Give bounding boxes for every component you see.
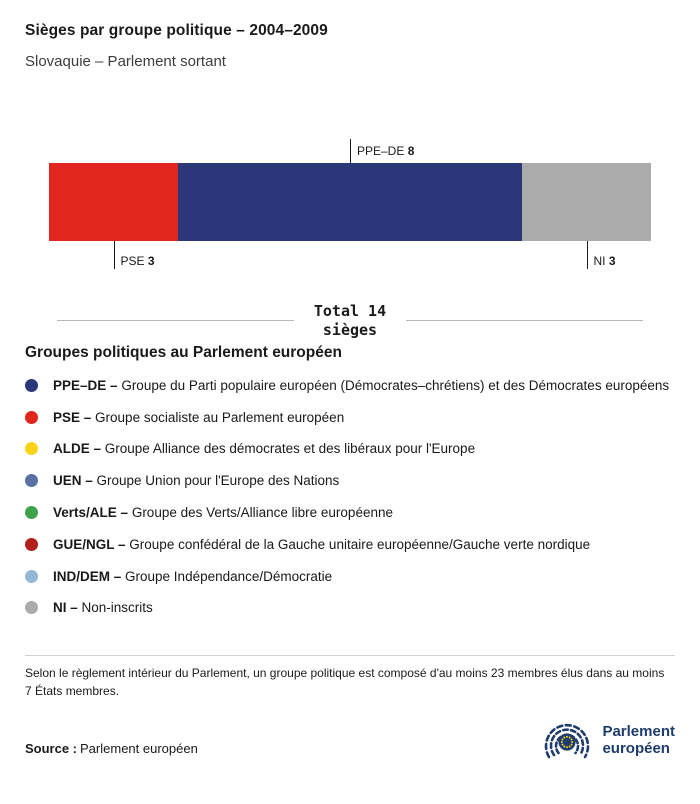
source bbox=[25, 741, 198, 762]
stacked-bar bbox=[49, 163, 651, 241]
legend-heading: Groupes politiques au Parlement européen bbox=[25, 343, 342, 361]
legend-item-label: PPE–DE – bbox=[53, 377, 118, 393]
legend-item-desc: Groupe Indépendance/Démocratie bbox=[125, 568, 333, 584]
label-tick bbox=[587, 241, 588, 269]
legend-color-dot bbox=[25, 506, 38, 519]
bar-segment-ppe-de[interactable] bbox=[178, 163, 522, 241]
legend-item-desc: Groupe Union pour l'Europe des Nations bbox=[96, 473, 340, 489]
legend-item-desc: Groupe confédéral de la Gauche unitaire européenne/Gauche verte nordique bbox=[129, 536, 591, 552]
legend-item-text bbox=[53, 599, 153, 617]
legend-color-dot bbox=[25, 570, 38, 583]
legend-item-label: NI – bbox=[53, 600, 78, 616]
bar-label-text: PPE–DE 8 bbox=[357, 144, 415, 158]
legend-item bbox=[25, 440, 670, 458]
legend-color-dot bbox=[25, 538, 38, 551]
legend-item-text bbox=[53, 440, 475, 458]
legend-item-desc: Groupe Alliance des démocrates et des libéraux pour l'Europe bbox=[104, 441, 476, 457]
bar-segment-ni[interactable] bbox=[522, 163, 651, 241]
bar-label-ppe-de bbox=[350, 139, 414, 163]
total-line-1: Total 14 bbox=[313, 302, 387, 320]
legend-item-text bbox=[53, 536, 590, 554]
footnote-divider bbox=[25, 655, 675, 656]
ep-logo-wordmark bbox=[602, 723, 675, 758]
seats-bar-chart bbox=[49, 108, 651, 290]
logo-text-line2: européen bbox=[602, 740, 670, 758]
legend-item bbox=[25, 504, 670, 522]
bar-label-text: PSE 3 bbox=[120, 254, 155, 268]
legend-item bbox=[25, 536, 670, 554]
legend-item-label: UEN – bbox=[53, 473, 93, 489]
footer-row bbox=[25, 718, 675, 762]
source-text: Parlement européen bbox=[80, 741, 198, 757]
bar-segment-pse[interactable] bbox=[49, 163, 178, 241]
legend-item-label: PSE – bbox=[53, 409, 92, 425]
legend-item bbox=[25, 599, 670, 617]
legend-item-text bbox=[53, 472, 339, 490]
legend-item-label: GUE/NGL – bbox=[53, 536, 126, 552]
legend-item-label: ALDE – bbox=[53, 441, 102, 457]
legend-item bbox=[25, 568, 670, 586]
legend-color-dot bbox=[25, 442, 38, 455]
label-tick bbox=[114, 241, 115, 269]
legend-item-desc: Groupe des Verts/Alliance libre européenne bbox=[131, 505, 393, 521]
total-seats bbox=[57, 302, 643, 340]
legend-item-desc: Groupe du Parti populaire européen (Démocrates–chrétiens) et des Démocrates européens bbox=[121, 377, 670, 393]
legend-color-dot bbox=[25, 474, 38, 487]
divider-left bbox=[57, 320, 294, 321]
legend-item-label: Verts/ALE – bbox=[53, 505, 129, 521]
bar-label-ni bbox=[587, 241, 616, 269]
total-seats-text bbox=[314, 302, 386, 340]
legend-item bbox=[25, 377, 670, 395]
legend-color-dot bbox=[25, 411, 38, 424]
legend-color-dot bbox=[25, 379, 38, 392]
legend-item-desc: Non-inscrits bbox=[81, 600, 153, 616]
legend-list bbox=[25, 377, 675, 618]
footnote: Selon le règlement intérieur du Parlement, un groupe politique est composé d'au moins 23 membres élus dans au moins 7 États membres. bbox=[25, 666, 665, 699]
legend-item-desc: Groupe socialiste au Parlement européen bbox=[95, 409, 345, 425]
page-subtitle: Slovaquie – Parlement sortant bbox=[25, 53, 226, 70]
legend-item bbox=[25, 472, 670, 490]
ep-logo-icon bbox=[541, 718, 593, 762]
legend-item-text bbox=[53, 409, 344, 427]
label-tick bbox=[350, 139, 351, 163]
ep-logo bbox=[541, 718, 675, 762]
legend-item-text bbox=[53, 377, 669, 395]
total-line-2: sièges bbox=[322, 320, 378, 339]
bar-label-text: NI 3 bbox=[593, 254, 616, 268]
bar-label-pse bbox=[114, 241, 155, 269]
legend-color-dot bbox=[25, 601, 38, 614]
logo-text-line1: Parlement bbox=[602, 723, 675, 741]
legend-item bbox=[25, 409, 670, 427]
page-title: Sièges par groupe politique – 2004–2009 bbox=[25, 22, 328, 39]
source-label: Source : bbox=[25, 741, 78, 757]
legend-item-text bbox=[53, 504, 393, 522]
divider-right bbox=[406, 320, 643, 321]
legend-item-text bbox=[53, 568, 332, 586]
legend-item-label: IND/DEM – bbox=[53, 568, 122, 584]
